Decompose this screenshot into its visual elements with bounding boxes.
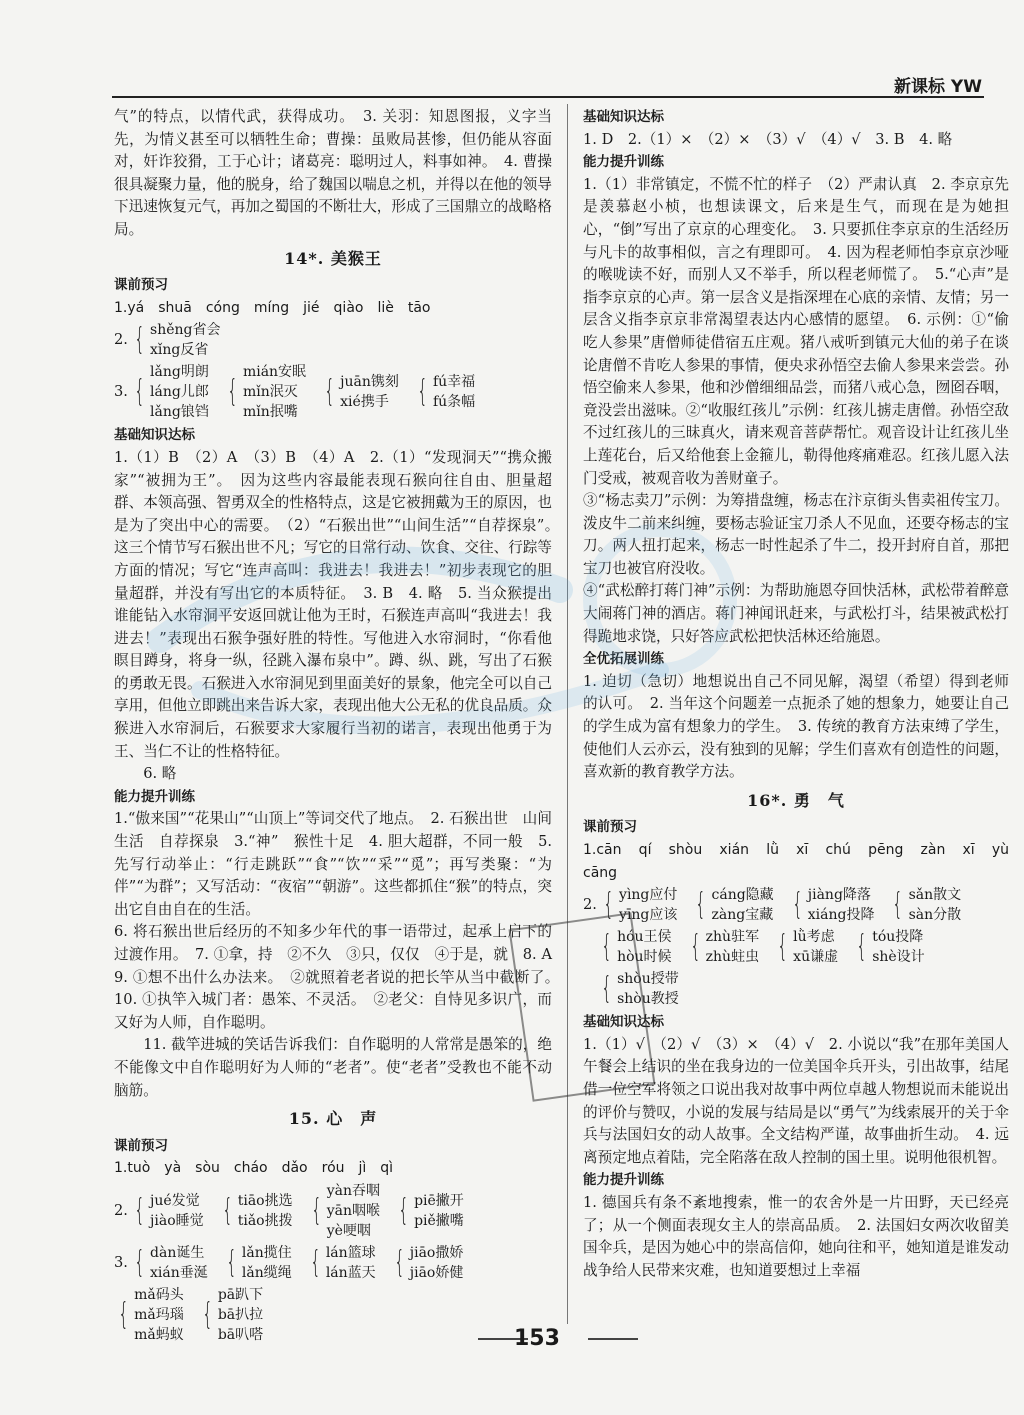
lesson-15-title: 15. 心 声: [288, 1109, 378, 1129]
series-label: 新课标 YW: [894, 77, 982, 97]
lesson-16-q2-row3: { shòu授带 shòu教授: [601, 971, 679, 1008]
intro-paragraph: 气”的特点，以情代武，获得成功。 3. 关羽：知恩图报，义字当先，为情义甚至可以牺牲生命；曹操：虽败局甚惨，但仍能从容面对，奸诈狡猾，工于心计；诸葛亮：聪明过人，料事如神。 4. 曹操很具凝聚力量，他的脱身，给了魏国以喘息之机，并得以在他的领导下迅速恢复元气，再加之蜀国的不断壮大，形成了三国鼎立的战略格局。: [114, 108, 552, 238]
lesson-14-preview-heading: 课前预习: [114, 277, 168, 294]
lesson-15-ability-answers: 1.（1）非常镇定，不慌不忙的样子 （2）严肃认真 2. 李京京先是羡慕赵小桢，也想读课文，后来是生气，而现在是为她担心，“倒”写出了京京的心理变化。 3. 只要抓住李京京的生活经历与凡卡的故事相似，言之有理即可。 4. 因为程老师怕李京京沙哑的喉咙读不好，而别人又不举手，所以程老师慌了。 5.“心声”是指李京京的心声。第一层含义是指深埋在心底的亲情、友情；另一层含义指李京京非常渴望表达内心感情的愿望。 6. 示例：①“偷吃人参果”唐僧师徒借宿五庄观。猪八戒听到镇元大仙的弟子在谈论唐僧不肯吃人参果的事情，便央求孙悟空去偷人参果来尝尝。孙悟空偷来人参果，他和沙僧细细品尝，而猪八戒心急，囫囵吞咽，竟没尝出滋味。②“收服红孩儿”示例：红孩儿掳走唐僧。孙悟空敌不过红孩儿的三昧真火，请来观音菩萨帮忙。观音设计让红孩儿坐上莲花台，后又给他套上金箍儿，勒得他疼痛难忍。红孩儿愿入法门受戒，被观音收为善财童子。: [583, 175, 1009, 487]
lesson-14-extra-answers: 6. 将石猴出世后经历的不知多少年代的事一语带过，起承上启下的过渡作用。 7. ①拿，持 ②不久 ③只，仅仅 ④于是，就 8. A 9. ①想不出什么办法来。 ②就照着老者说的把长竿从当中截断了。 10. ①执竿入城门者：愚笨、不灵活。 ②老父：自恃见多识广，而又好为人师，自作聪明。: [114, 923, 567, 1031]
lesson-15-preview-heading: 课前预习: [114, 1137, 168, 1154]
lesson-14-basic-6: 6. 略: [143, 765, 177, 783]
lesson-14-basic-answers: 1.（1）B （2）A （3）B （4）A 2.（1）“发现洞天”“携众搬家”“被拥为王”。 因为这些内容最能表现石猴向往自由、胆量超群、本领高强、智勇双全的性格特点，这是它被拥戴为王的原因，也是为了突出中心的需要。 （2）“石猴出世”“山间生活”“自荐探泉”。 这三个情节写石猴出世不凡；写它的日常行动、饮食、交往、行踪等方面的情况；写它“连声高叫：我进去！我进去！”初步表现它的胆量超群，并没有写出它的本质特征。 3. B 4. 略 5. 当众猴提出谁能钻入水帘洞平安返回就让他为王时，石猴连声高叫“我进去！我进去！”表现出石猴争强好胜的特性。写他进入水帘洞时，“你看他瞑目蹲身，将身一纵，径跳入瀑布泉中”。蹲、纵、跳，写出了石猴的勇敢无畏。石猴进入水帘洞见到里面美好的景象，他完全可以自己享用，但他立即跳出来告诉大家，表现出他大公无私的优良品质。众猴进入水帘洞后，石猴要求大家履行当初的诺言，表现出他勇于为王、当仁不让的性格特征。: [114, 448, 567, 760]
lesson-16-basic-heading: 基础知识达标: [583, 1014, 664, 1031]
lesson-15-basic-answers: 1. D 2.（1）× （2）× （3）√ （4）√ 3. B 4. 略: [583, 130, 953, 148]
page-number: 153: [514, 1326, 560, 1351]
right-column: [583, 106, 1023, 1282]
lesson-16-q2: 2. { yìng应付 yīng应该 { cáng隐藏 zàng宝藏 { jiàng降落 xiáng投降 { sǎn散文 sàn分散: [583, 887, 962, 924]
lesson-15-pinyin: 1.tuò yà sòu cháo dǎo róu jì qì: [114, 1160, 394, 1177]
lesson-15-q3: 3. { dàn诞生 xián垂涎 { lǎn揽住 lǎn缆绳 { lán篮球 lán蓝天 { jiāo撒娇 jiāo娇健: [114, 1244, 464, 1281]
lesson-15-ext-heading: 全优拓展训练: [583, 651, 664, 668]
lesson-14-ability-answers: 1.“傲来国”“花果山”“山顶上”等词交代了地点。 2. 石猴出世 山间生活 自荐探泉 3.“神” 猴性十足 4. 胆大超群，不同一般 5. 先写行动举止：“行走跳跃”“食”“饮”“采”“觅”；再写类聚：“为伴”“为群”；又写活动：“夜宿”“朝游”。这些都抓住“猴”的特点，突出它自由自在的生活。: [114, 810, 552, 918]
lesson-15-basic-heading: 基础知识达标: [583, 109, 664, 125]
lesson-15-ability-heading: 能力提升训练: [583, 154, 664, 171]
lesson-15-q3-row2: { mǎ码头 mǎ玛瑙 mǎ蚂蚁 { pā趴下 bā扒拉 bā叭嗒: [118, 1286, 264, 1343]
left-column: [114, 106, 567, 1347]
lesson-16-title: 16*. 勇 气: [747, 790, 845, 810]
column-divider: [567, 104, 568, 1324]
lesson-15-ext-answers: 1. 迫切（急切）地想说出自己不同见解，渴望（希望）得到老师的认可。 2. 当年这个问题差一点扼杀了她的想象力，她要让自己的学生成为富有想象力的学生。 3. 传统的教育方法束缚了学生，使他们人云亦云，没有独到的见解；学生们喜欢有创造性的问题，喜欢新的教育教学方法。: [583, 672, 1009, 781]
page-footer: [478, 1318, 638, 1358]
lesson-14-q3: 3. { lǎng明朗 láng儿郎 lǎng锒铛 { mián安眠 mǐn泯灭 mǐn抿嘴 { juān镌刻 xié携手 { fú幸福 fú条幅: [114, 364, 476, 421]
lesson-16-q2-row2: { hóu王侯 hòu时候 { zhù驻军 zhù蛀虫 { lǜ考虑 xū谦虚 { tóu投降 shè设计: [601, 929, 925, 966]
lesson-16-ability-answers: 1. 德国兵有条不紊地搜索，惟一的农舍外是一片田野，天已经亮了；从一个侧面表现女主人的崇高品质。 2. 法国妇女两次收留美国伞兵，是因为她心中的崇高信仰，她向往和平，她知道是谁发动战争给人民带来灾难，也知道要想过上幸福: [583, 1193, 1009, 1279]
lesson-14-ability-heading: 能力提升训练: [114, 788, 195, 805]
lesson-16-ability-heading: 能力提升训练: [583, 1172, 664, 1189]
lesson-14-title: 14*. 美猴王: [284, 248, 382, 268]
lesson-15-q2: 2. { jué发觉 jiào睡觉 { tiāo挑选 tiǎo挑拨 { yàn吞咽 yān咽喉 yè哽咽 { piē撇开 piě撇嘴: [114, 1182, 464, 1239]
lesson-14-q2: 2. { shěng省会 xǐng反省: [114, 322, 221, 359]
lesson-14-extra-11: 11. 截竿进城的笑话告诉我们：自作聪明的人常常是愚笨的，绝不能像文中自作聪明好为人师的“老者”。使“老者”受教也不能不动脑筋。: [114, 1036, 552, 1099]
lesson-16-preview-heading: 课前预习: [583, 819, 637, 836]
header-rule: [112, 96, 984, 98]
lesson-15-ability-3: ③“杨志卖刀”示例：为筹措盘缠，杨志在汴京街头售卖祖传宝刀。泼皮牛二前来纠缠，要杨志验证宝刀杀人不见血，还要夺杨志的宝刀。两人扭打起来，杨志一时性起杀了牛二，投开封府自首，那把宝刀也被官府没收。: [583, 492, 1009, 577]
lesson-14-basic-heading: 基础知识达标: [114, 427, 195, 444]
lesson-15-ability-4: ④“武松醉打蒋门神”示例：为帮助施恩夺回快活林，武松带着醉意大闹蒋门神的酒店。蒋门神闻讯赶来，与武松打斗，结果被武松打得跪地求饶，只好答应武松把快活林还给施恩。: [583, 582, 1009, 645]
footer-line-right: [588, 1338, 638, 1340]
lesson-14-pinyin: 1.yá shuā cóng míng jié qiào liè tāo: [114, 299, 431, 316]
lesson-16-pinyin: 1.cān qí shòu xián lǜ xī chú pēng zàn xī yù cāng: [583, 842, 1023, 881]
lesson-16-basic-answers: 1.（1）√ （2）√ （3）× （4）√ 2. 小说以“我”在那年美国人午餐会上结识的坐在我身边的一位美国伞兵开头，引出故事，结尾借一位空军将领之口说出我对故事中两位卓越人物想说而未能说出的评价与赞叹，小说的发展与结局是以“勇气”为线索展开的关于伞兵与法国妇女的动人故事。全文结构严谨，故事曲折生动。 4. 远离预定地点着陆，完全陷落在敌人控制的国土里。说明他很机智。: [583, 1035, 1009, 1166]
